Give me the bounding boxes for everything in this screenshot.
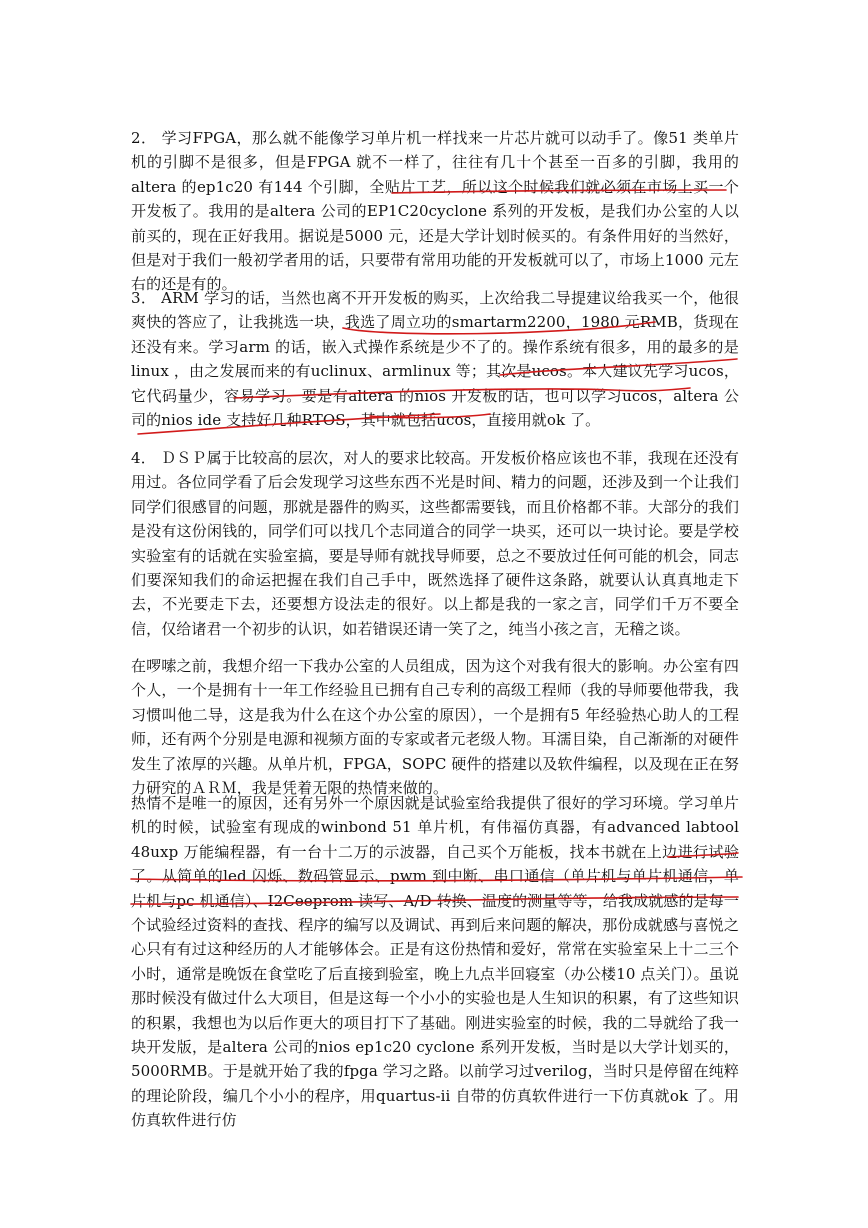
paragraph-arm-dev-board: 3． ARM 学习的话，当然也离不开开发板的购买，上次给我二导提建议给我买一个，他很爽快的答应了，让我挑选一块，我选了周立功的smartarm2200，1980 元RMB，货现在还没有来。学习arm 的话，嵌入式操作系统是少不了的。操作系统有很多，用的最多的是linux ，由之发展而来的有uclinux、armlinux 等；其次是ucos。本人建议先学习ucos，它代码量少，容易学习。要是有altera 的nios 开发板的话，也可以学习ucos，altera 公司的nios ide 支持好几种RTOS，其中就包括ucos，直接用就ok 了。 bbox=[131, 289, 739, 430]
paragraph-office-members: 在啰嗦之前，我想介绍一下我办公室的人员组成，因为这个对我有很大的影响。办公室有四个人，一个是拥有十一年工作经验且已拥有自己专利的高级工程师（我的导师要他带我，我习惯叫他二导，这是我为什么在这个办公室的原因），一个是拥有5 年经验热心助人的工程师，还有两个分别是电源和视频方面的专家或者元老级人物。耳濡目染，自己渐渐的对硬件发生了浓厚的兴趣。从单片机，FPGA，SOPC 硬件的搭建以及软件编程，以及现在正在努力研究的ＡＲＭ，我是凭着无限的热情来做的。 bbox=[131, 657, 739, 798]
paragraph-lab-environment: 热情不是唯一的原因，还有另外一个原因就是试验室给我提供了很好的学习环境。学习单片机的时候，试验室有现成的winbond 51 单片机，有伟福仿真器，有advanced labtool 48uxp 万能编程器，有一台十二万的示波器，自己买个万能板，找本书就在上边进行试验了。从简单的led 闪烁、数码管显示、pwm 到中断、串口通信（单片机与单片机通信，单片机与pc 机通信）、I2Ceeprom 读写、A/D 转换、温度的测量等等，给我成就感的是每一个试验经过资料的查找、程序的编写以及调试、再到后来问题的解决，那份成就感与喜悦之心只有有过这种经历的人才能够体会。正是有这份热情和爱好，常常在实验室呆上十二三个小时，通常是晚饭在食堂吃了后直接到验室，晚上九点半回寝室（办公楼10 点关门）。虽说那时候没有做过什么大项目，但是这每一个小小的实验也是人生知识的积累，有了这些知识的积累，我想也为以后作更大的项目打下了基础。刚进实验室的时候，我的二导就给了我一块开发版，是altera 公司的nios ep1c20 cyclone 系列开发板，当时是以大学计划买的，5000RMB。于是就开始了我的fpga 学习之路。以前学习过verilog，当时只是停留在纯粹的理论阶段，编几个小小的程序，用quartus-ii 自带的仿真软件进行一下仿真就ok 了。用仿真软件进行仿 bbox=[131, 794, 739, 1130]
paragraph-fpga-dev-board: 2． 学习FPGA，那么就不能像学习单片机一样找来一片芯片就可以动手了。像51 类单片机的引脚不是很多，但是FPGA 就不一样了，往往有几十个甚至一百多的引脚，我用的altera 的ep1c20 有144 个引脚，全贴片工艺，所以这个时候我们就必须在市场上买一个开发板了。我用的是altera 公司的EP1C20cyclone 系列的开发板，是我们办公室的人以前买的，现在正好我用。据说是5000 元，还是大学计划时候买的。有条件用好的当然好，但是对于我们一般初学者用的话，只要带有常用功能的开发板就可以了，市场上1000 元左右的还是有的。 bbox=[131, 129, 739, 294]
paragraph-dsp: 4． ＤＳＰ属于比较高的层次，对人的要求比较高。开发板价格应该也不菲，我现在还没有用过。各位同学看了后会发现学习这些东西不光是时间、精力的问题，还涉及到一个让我们同学们很感冒的问题，那就是器件的购买，这些都需要钱，而且价格都不菲。大部分的我们是没有这份闲钱的，同学们可以找几个志同道合的同学一块买，还可以一块讨论。要是学校实验室有的话就在实验室搞，要是导师有就找导师要，总之不要放过任何可能的机会，同志们要深知我们的命运把握在我们自己手中，既然选择了硬件这条路，就要认认真真地走下去，不光要走下去，还要想方设法走的很好。以上都是我的一家之言，同学们千万不要全信，仅给诸君一个初步的认识，如若错误还请一笑了之，纯当小孩之言，无稽之谈。 bbox=[131, 449, 739, 638]
